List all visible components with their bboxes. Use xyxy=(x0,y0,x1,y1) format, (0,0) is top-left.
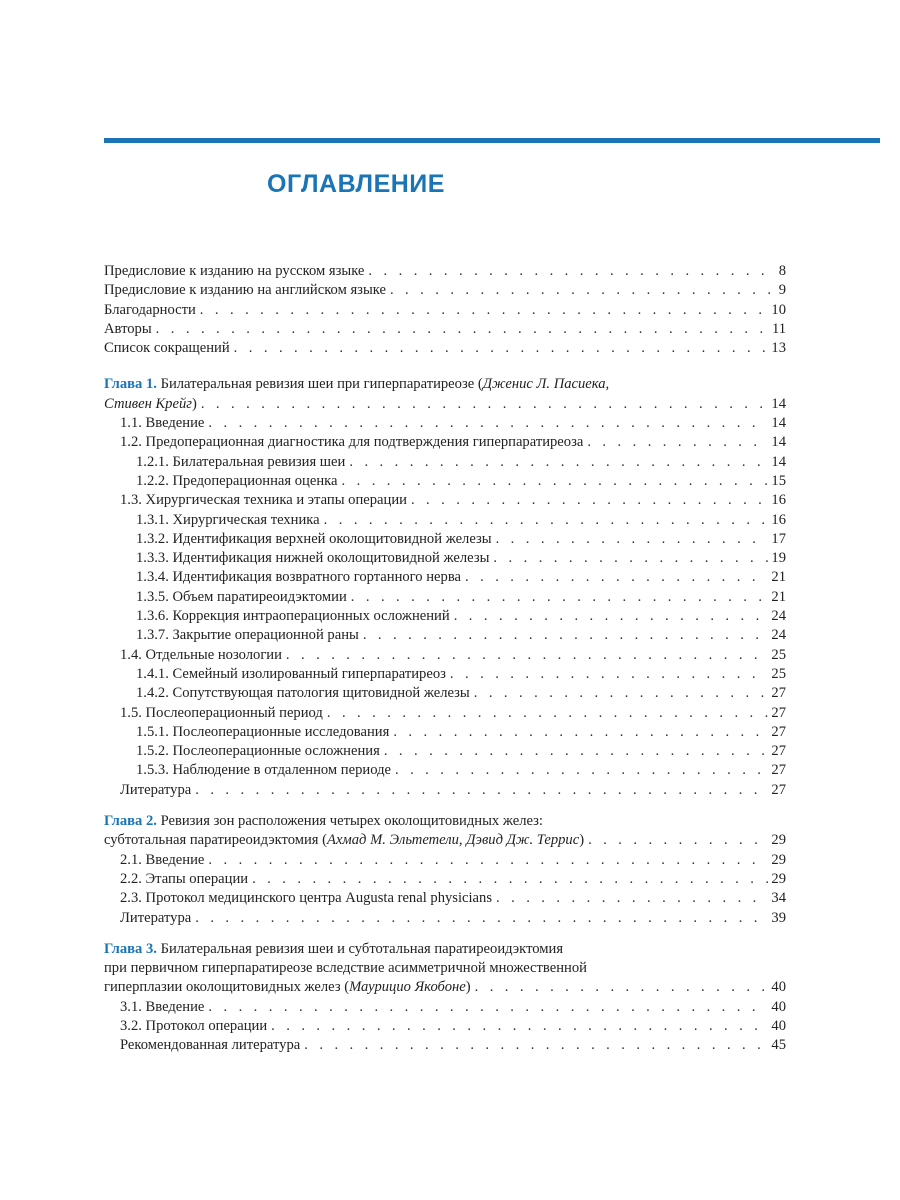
toc-entry-page: 14 xyxy=(771,453,786,470)
toc-entry-page: 29 xyxy=(771,832,786,849)
toc-entry-page: 24 xyxy=(771,608,786,625)
chapter-2-heading-cont[interactable] xyxy=(104,831,786,850)
toc-entry-page: 29 xyxy=(771,870,786,887)
dot-leader xyxy=(587,433,768,452)
header-rule xyxy=(104,138,880,143)
toc-entry-text: 1.3. Хирургическая техника и этапы операции xyxy=(120,491,411,510)
dot-leader xyxy=(390,281,776,300)
chapter-label: Глава 2. xyxy=(104,813,157,830)
chapter-title: Ревизия зон расположения четырех околощитовидных желез: xyxy=(160,813,543,830)
toc-entry[interactable] xyxy=(104,607,786,626)
toc-entry-page: 17 xyxy=(771,530,786,547)
toc-entry-preface-ru[interactable] xyxy=(104,262,786,281)
toc-entry[interactable] xyxy=(104,646,786,665)
toc-entry-page: 27 xyxy=(771,723,786,740)
toc-entry-text: 3.1. Введение xyxy=(120,998,208,1017)
dot-leader xyxy=(493,549,768,568)
toc-entry-text: 1.4. Отдельные нозологии xyxy=(120,646,286,665)
toc-entry-page: 21 xyxy=(771,588,786,605)
chapter-title: субтотальная паратиреоидэктомия ( xyxy=(104,832,328,849)
toc-entry-page: 24 xyxy=(771,627,786,644)
dot-leader xyxy=(496,530,769,549)
toc-entry-text: 2.1. Введение xyxy=(120,851,208,870)
toc-entry-text: 1.5.3. Наблюдение в отдаленном периоде xyxy=(136,761,395,780)
toc-entry[interactable] xyxy=(104,723,786,742)
dot-leader xyxy=(395,761,768,780)
dot-leader xyxy=(286,646,768,665)
toc-entry-text: 1.3.3. Идентификация нижней околощитовидной железы xyxy=(136,549,493,568)
toc-entry[interactable] xyxy=(104,414,786,433)
dot-leader xyxy=(208,414,768,433)
toc-entry-text: 1.5.2. Послеоперационные осложнения xyxy=(136,742,384,761)
dot-leader xyxy=(450,665,769,684)
toc-entry-text: 1.2.2. Предоперационная оценка xyxy=(136,472,342,491)
toc-entry[interactable] xyxy=(104,626,786,645)
toc-entry[interactable] xyxy=(104,530,786,549)
toc-entry-page: 14 xyxy=(771,395,786,412)
table-of-contents xyxy=(104,262,786,1056)
chapter-label: Глава 3. xyxy=(104,940,157,957)
toc-entry[interactable] xyxy=(104,870,786,889)
spacer xyxy=(104,800,786,812)
toc-entry[interactable] xyxy=(104,781,786,800)
chapter-title: гиперплазии околощитовидных желез ( xyxy=(104,979,350,996)
toc-entry-page: 10 xyxy=(771,301,786,318)
toc-entry-page: 16 xyxy=(771,492,786,509)
toc-entry-page: 16 xyxy=(771,511,786,528)
dot-leader xyxy=(454,607,769,626)
toc-entry[interactable] xyxy=(104,889,786,908)
toc-entry-text: Литература xyxy=(120,781,195,800)
toc-entry-text: 1.3.4. Идентификация возвратного гортанного нерва xyxy=(136,568,465,587)
chapter-1-entries xyxy=(104,414,786,800)
dot-leader xyxy=(234,339,769,358)
dot-leader xyxy=(252,870,768,889)
toc-entry-page: 25 xyxy=(771,646,786,663)
dot-leader xyxy=(208,998,768,1017)
toc-entry-page: 40 xyxy=(771,1017,786,1034)
toc-entry-text: 1.2.1. Билатеральная ревизия шеи xyxy=(136,453,349,472)
toc-entry-page: 25 xyxy=(771,665,786,682)
chapter-3-entries xyxy=(104,998,786,1056)
dot-leader xyxy=(588,831,768,850)
toc-entry-text: 1.1. Введение xyxy=(120,414,208,433)
toc-entry-page: 27 xyxy=(771,685,786,702)
toc-entry-text: 1.2. Предоперационная диагностика для подтверждения гиперпаратиреоза xyxy=(120,433,587,452)
chapter-authors: Дженис Л. Пасиека, xyxy=(482,376,610,393)
toc-entry-page: 27 xyxy=(771,762,786,779)
toc-entry[interactable] xyxy=(104,491,786,510)
chapter-authors: Маурицио Якобоне xyxy=(349,979,466,996)
dot-leader xyxy=(351,588,769,607)
chapter-1-heading-cont[interactable] xyxy=(104,395,786,414)
page-title: ОГЛАВЛЕНИЕ xyxy=(267,170,445,198)
toc-entry-page: 9 xyxy=(778,282,786,299)
toc-entry[interactable] xyxy=(104,1036,786,1055)
toc-entry[interactable] xyxy=(104,453,786,472)
spacer xyxy=(104,358,786,375)
toc-entry-page: 39 xyxy=(771,909,786,926)
toc-entry-page: 14 xyxy=(771,434,786,451)
chapter-label: Глава 1. xyxy=(104,376,157,393)
toc-entry-page: 19 xyxy=(771,550,786,567)
chapter-title: Билатеральная ревизия шеи и субтотальная паратиреоидэктомия xyxy=(160,940,564,957)
toc-entry-preface-en[interactable] xyxy=(104,281,786,300)
dot-leader xyxy=(393,723,768,742)
toc-entry-page: 21 xyxy=(771,569,786,586)
toc-entry-text: 1.5. Послеоперационный период xyxy=(120,704,327,723)
dot-leader xyxy=(327,704,769,723)
dot-leader xyxy=(156,320,769,339)
dot-leader xyxy=(363,626,769,645)
toc-entry-text: 2.2. Этапы операции xyxy=(120,870,252,889)
chapter-title: при первичном гиперпаратиреозе вследствие асимметричной множественной xyxy=(104,959,591,978)
toc-entry-text: Благодарности xyxy=(104,301,200,320)
dot-leader xyxy=(195,781,768,800)
toc-entry-page: 27 xyxy=(771,704,786,721)
chapter-3-heading-cont2[interactable] xyxy=(104,978,786,997)
toc-entry-page: 40 xyxy=(771,979,786,996)
paren: ) xyxy=(579,832,585,849)
toc-entry-page: 11 xyxy=(771,320,786,337)
toc-entry-page: 45 xyxy=(771,1037,786,1054)
chapter-authors: Стивен Крейг xyxy=(104,395,192,412)
dot-leader xyxy=(411,491,768,510)
chapter-3-heading[interactable] xyxy=(104,940,786,959)
dot-leader xyxy=(342,472,769,491)
toc-entry[interactable] xyxy=(104,472,786,491)
toc-entry-text: Авторы xyxy=(104,320,156,339)
dot-leader xyxy=(304,1036,768,1055)
toc-entry-text: 3.2. Протокол операции xyxy=(120,1017,271,1036)
toc-entry-text: Литература xyxy=(120,909,195,928)
dot-leader xyxy=(201,395,769,414)
toc-entry-page: 13 xyxy=(771,340,786,357)
toc-entry-text: 1.3.7. Закрытие операционной раны xyxy=(136,626,363,645)
chapter-1-heading[interactable] xyxy=(104,375,786,394)
chapter-2-heading[interactable] xyxy=(104,812,786,831)
dot-leader xyxy=(208,851,768,870)
toc-entry-authors[interactable] xyxy=(104,320,786,339)
dot-leader xyxy=(195,909,768,928)
toc-entry-text: 1.4.1. Семейный изолированный гиперпаратиреоз xyxy=(136,665,450,684)
dot-leader xyxy=(496,889,768,908)
paren: ) xyxy=(465,979,471,996)
toc-entry-text: 1.3.6. Коррекция интраоперационных осложнений xyxy=(136,607,454,626)
toc-entry[interactable] xyxy=(104,1017,786,1036)
toc-entry-page: 40 xyxy=(771,998,786,1015)
chapter-title: Билатеральная ревизия шеи при гиперпаратиреозе ( xyxy=(160,376,483,393)
toc-entry-text: 1.4.2. Сопутствующая патология щитовидной железы xyxy=(136,684,474,703)
paren: ) xyxy=(191,395,197,412)
toc-entry-text: 1.3.2. Идентификация верхней околощитовидной железы xyxy=(136,530,496,549)
toc-entry-text: 2.3. Протокол медицинского центра Augusta renal physicians xyxy=(120,889,496,908)
toc-entry-abbreviations[interactable] xyxy=(104,339,786,358)
toc-entry-page: 15 xyxy=(771,472,786,489)
toc-entry-text: 1.3.5. Объем паратиреоидэктомии xyxy=(136,588,351,607)
toc-entry-page: 29 xyxy=(771,851,786,868)
toc-entry[interactable] xyxy=(104,761,786,780)
toc-entry[interactable] xyxy=(104,568,786,587)
toc-entry-text: Рекомендованная литература xyxy=(120,1036,304,1055)
dot-leader xyxy=(349,453,768,472)
toc-entry-page: 34 xyxy=(771,890,786,907)
toc-entry-text: 1.5.1. Послеоперационные исследования xyxy=(136,723,393,742)
toc-entry[interactable] xyxy=(104,704,786,723)
toc-entry-acknowledgements[interactable] xyxy=(104,301,786,320)
toc-entry[interactable] xyxy=(104,909,786,928)
toc-entry-text: 1.3.1. Хирургическая техника xyxy=(136,511,324,530)
toc-entry[interactable] xyxy=(104,549,786,568)
toc-entry[interactable] xyxy=(104,665,786,684)
chapter-3-heading-cont[interactable] xyxy=(104,959,786,978)
dot-leader xyxy=(384,742,769,761)
chapter-authors: Ахмад М. Эльтетели, Дэвид Дж. Террис xyxy=(327,832,580,849)
chapter-2-entries xyxy=(104,851,786,928)
toc-entry[interactable] xyxy=(104,588,786,607)
dot-leader xyxy=(200,301,769,320)
dot-leader xyxy=(324,511,769,530)
toc-entry[interactable] xyxy=(104,851,786,870)
toc-entry[interactable] xyxy=(104,511,786,530)
dot-leader xyxy=(465,568,768,587)
toc-entry-text: Предисловие к изданию на английском языке xyxy=(104,281,390,300)
dot-leader xyxy=(271,1017,768,1036)
toc-entry-page: 8 xyxy=(778,263,786,279)
toc-entry-page: 27 xyxy=(771,743,786,760)
dot-leader xyxy=(474,684,769,703)
toc-entry-text: Предисловие к изданию на русском языке xyxy=(104,262,368,281)
dot-leader xyxy=(475,978,769,997)
toc-entry[interactable] xyxy=(104,998,786,1017)
toc-entry-text: Список сокращений xyxy=(104,339,234,358)
dot-leader xyxy=(368,262,775,281)
toc-entry[interactable] xyxy=(104,684,786,703)
spacer xyxy=(104,928,786,940)
toc-entry-page: 14 xyxy=(771,415,786,432)
toc-entry-page: 27 xyxy=(771,781,786,798)
toc-entry[interactable] xyxy=(104,433,786,452)
toc-entry[interactable] xyxy=(104,742,786,761)
